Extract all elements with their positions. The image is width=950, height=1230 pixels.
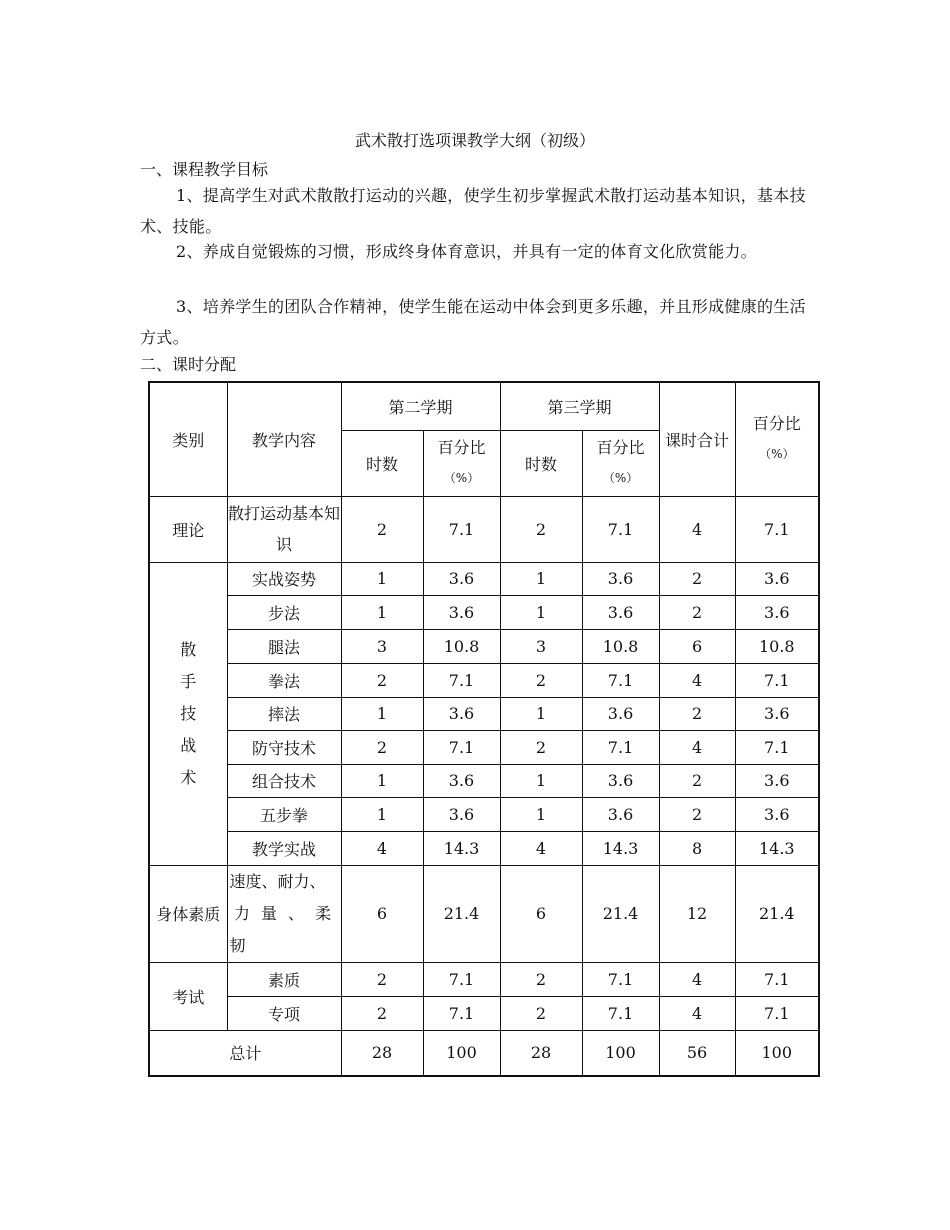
value-cell: 1 — [500, 764, 582, 797]
value-cell: 56 — [659, 1030, 735, 1076]
value-cell: 1 — [500, 697, 582, 730]
value-cell: 21.4 — [735, 865, 819, 962]
value-cell: 4 — [500, 831, 582, 865]
category-char: 技 — [180, 703, 197, 723]
objective-paragraph-1: 1、提高学生对武术散散打运动的兴趣，使学生初步掌握武术散打运动基本知识，基本技术、技能。 — [140, 186, 806, 236]
value-cell: 21.4 — [423, 865, 500, 962]
value-cell: 4 — [659, 962, 735, 996]
header-total-hours: 课时合计 — [659, 382, 735, 496]
table-header-row — [149, 382, 819, 430]
value-cell: 3.6 — [582, 764, 659, 797]
table-row — [149, 996, 819, 1030]
section-heading-objectives: 一、课程教学目标 — [140, 160, 269, 179]
value-cell: 7.1 — [735, 996, 819, 1030]
header-percent-unit: （%） — [443, 471, 480, 485]
hours-allocation-table — [148, 381, 820, 1077]
content-cell: 散打运动基本知识 — [227, 496, 341, 562]
content-cell: 教学实战 — [227, 831, 341, 865]
objective-paragraph-2: 2、养成自觉锻炼的习惯，形成终身体育意识，并具有一定的体育文化欣赏能力。 — [176, 242, 757, 261]
document-title: 武术散打选项课教学大纲（初级） — [354, 131, 595, 150]
value-cell: 7.1 — [582, 663, 659, 697]
value-cell: 4 — [659, 996, 735, 1030]
category-exam: 考试 — [149, 962, 227, 1030]
table-row — [149, 663, 819, 697]
header-term3-percent — [582, 430, 659, 496]
header-percent-label: 百分比 — [437, 438, 486, 457]
value-cell: 3.6 — [735, 595, 819, 629]
section-heading-hours: 二、课时分配 — [140, 355, 237, 374]
header-term3-hours: 时数 — [500, 430, 582, 496]
header-percent-unit: （%） — [602, 471, 639, 485]
content-line: 韧 — [229, 935, 246, 955]
content-cell: 组合技术 — [227, 764, 341, 797]
value-cell: 1 — [500, 595, 582, 629]
value-cell: 7.1 — [735, 663, 819, 697]
value-cell: 100 — [423, 1030, 500, 1076]
category-char: 手 — [180, 671, 197, 691]
header-percent-label: 百分比 — [752, 414, 801, 434]
content-cell: 摔法 — [227, 697, 341, 730]
value-cell: 2 — [659, 595, 735, 629]
header-percent-label: 百分比 — [596, 438, 645, 457]
value-cell: 2 — [341, 730, 423, 764]
content-line: 速度、耐力、 — [229, 871, 326, 891]
value-cell: 14.3 — [423, 831, 500, 865]
value-cell: 3.6 — [423, 595, 500, 629]
content-cell: 五步拳 — [227, 797, 341, 831]
value-cell: 3 — [500, 629, 582, 663]
value-cell: 7.1 — [735, 730, 819, 764]
header-content: 教学内容 — [227, 382, 341, 496]
value-cell: 4 — [341, 831, 423, 865]
content-line: 力 量 、 柔 — [233, 903, 335, 923]
table-row — [149, 730, 819, 764]
value-cell: 2 — [500, 962, 582, 996]
value-cell: 10.8 — [582, 629, 659, 663]
value-cell: 100 — [735, 1030, 819, 1076]
value-cell: 7.1 — [582, 962, 659, 996]
content-cell: 防守技术 — [227, 730, 341, 764]
content-cell-fitness — [227, 865, 341, 962]
value-cell: 6 — [341, 865, 423, 962]
header-term2-hours: 时数 — [341, 430, 423, 496]
table-row — [149, 962, 819, 996]
value-cell: 7.1 — [582, 496, 659, 562]
value-cell: 3.6 — [735, 562, 819, 595]
value-cell: 2 — [659, 764, 735, 797]
category-theory: 理论 — [149, 496, 227, 562]
header-percent-total — [735, 382, 819, 496]
value-cell: 8 — [659, 831, 735, 865]
header-percent-unit: （%） — [759, 447, 795, 462]
value-cell: 10.8 — [735, 629, 819, 663]
value-cell: 3 — [341, 629, 423, 663]
value-cell: 6 — [659, 629, 735, 663]
value-cell: 7.1 — [582, 996, 659, 1030]
value-cell: 7.1 — [423, 962, 500, 996]
value-cell: 3.6 — [735, 697, 819, 730]
table-row — [149, 595, 819, 629]
value-cell: 28 — [341, 1030, 423, 1076]
category-char: 战 — [180, 735, 197, 755]
table-row — [149, 629, 819, 663]
value-cell: 3.6 — [582, 562, 659, 595]
value-cell: 7.1 — [423, 996, 500, 1030]
value-cell: 1 — [341, 697, 423, 730]
value-cell: 7.1 — [582, 730, 659, 764]
value-cell: 3.6 — [423, 697, 500, 730]
category-char: 散 — [180, 639, 197, 659]
content-cell: 专项 — [227, 996, 341, 1030]
objective-paragraph-3: 3、培养学生的团队合作精神，使学生能在运动中体会到更多乐趣，并且形成健康的生活方式。 — [140, 297, 806, 347]
value-cell: 3.6 — [582, 697, 659, 730]
value-cell: 1 — [341, 595, 423, 629]
value-cell: 14.3 — [582, 831, 659, 865]
value-cell: 6 — [500, 865, 582, 962]
category-sanshou-tech — [149, 562, 227, 865]
value-cell: 100 — [582, 1030, 659, 1076]
value-cell: 3.6 — [735, 764, 819, 797]
header-category: 类别 — [149, 382, 227, 496]
table-row — [149, 764, 819, 797]
value-cell: 2 — [341, 663, 423, 697]
value-cell: 2 — [341, 996, 423, 1030]
value-cell: 3.6 — [423, 562, 500, 595]
value-cell: 2 — [500, 730, 582, 764]
content-cell: 实战姿势 — [227, 562, 341, 595]
content-cell: 素质 — [227, 962, 341, 996]
value-cell: 3.6 — [582, 797, 659, 831]
value-cell: 4 — [659, 730, 735, 764]
value-cell: 1 — [341, 764, 423, 797]
value-cell: 7.1 — [423, 730, 500, 764]
value-cell: 7.1 — [735, 496, 819, 562]
header-term2-percent — [423, 430, 500, 496]
value-cell: 3.6 — [735, 797, 819, 831]
table-row — [149, 831, 819, 865]
table-row-total — [149, 1030, 819, 1076]
content-cell: 拳法 — [227, 663, 341, 697]
value-cell: 3.6 — [423, 764, 500, 797]
value-cell: 4 — [659, 496, 735, 562]
table-row — [149, 797, 819, 831]
content-cell: 步法 — [227, 595, 341, 629]
value-cell: 1 — [500, 797, 582, 831]
table-row — [149, 697, 819, 730]
value-cell: 21.4 — [582, 865, 659, 962]
value-cell: 2 — [500, 663, 582, 697]
header-term3: 第三学期 — [500, 382, 659, 430]
value-cell: 1 — [341, 562, 423, 595]
value-cell: 10.8 — [423, 629, 500, 663]
value-cell: 3.6 — [423, 797, 500, 831]
total-label: 总计 — [149, 1030, 341, 1076]
header-term2: 第二学期 — [341, 382, 500, 430]
table-row-fitness — [149, 865, 819, 962]
value-cell: 2 — [500, 996, 582, 1030]
value-cell: 2 — [500, 496, 582, 562]
value-cell: 2 — [659, 562, 735, 595]
value-cell: 1 — [341, 797, 423, 831]
value-cell: 1 — [500, 562, 582, 595]
value-cell: 14.3 — [735, 831, 819, 865]
value-cell: 2 — [659, 697, 735, 730]
content-cell: 腿法 — [227, 629, 341, 663]
table-row — [149, 562, 819, 595]
value-cell: 7.1 — [423, 496, 500, 562]
category-fitness: 身体素质 — [149, 865, 227, 962]
value-cell: 7.1 — [735, 962, 819, 996]
value-cell: 2 — [341, 496, 423, 562]
table-row-theory — [149, 496, 819, 562]
value-cell: 7.1 — [423, 663, 500, 697]
value-cell: 28 — [500, 1030, 582, 1076]
value-cell: 4 — [659, 663, 735, 697]
value-cell: 2 — [341, 962, 423, 996]
category-char: 术 — [180, 767, 197, 787]
value-cell: 2 — [659, 797, 735, 831]
value-cell: 3.6 — [582, 595, 659, 629]
value-cell: 12 — [659, 865, 735, 962]
